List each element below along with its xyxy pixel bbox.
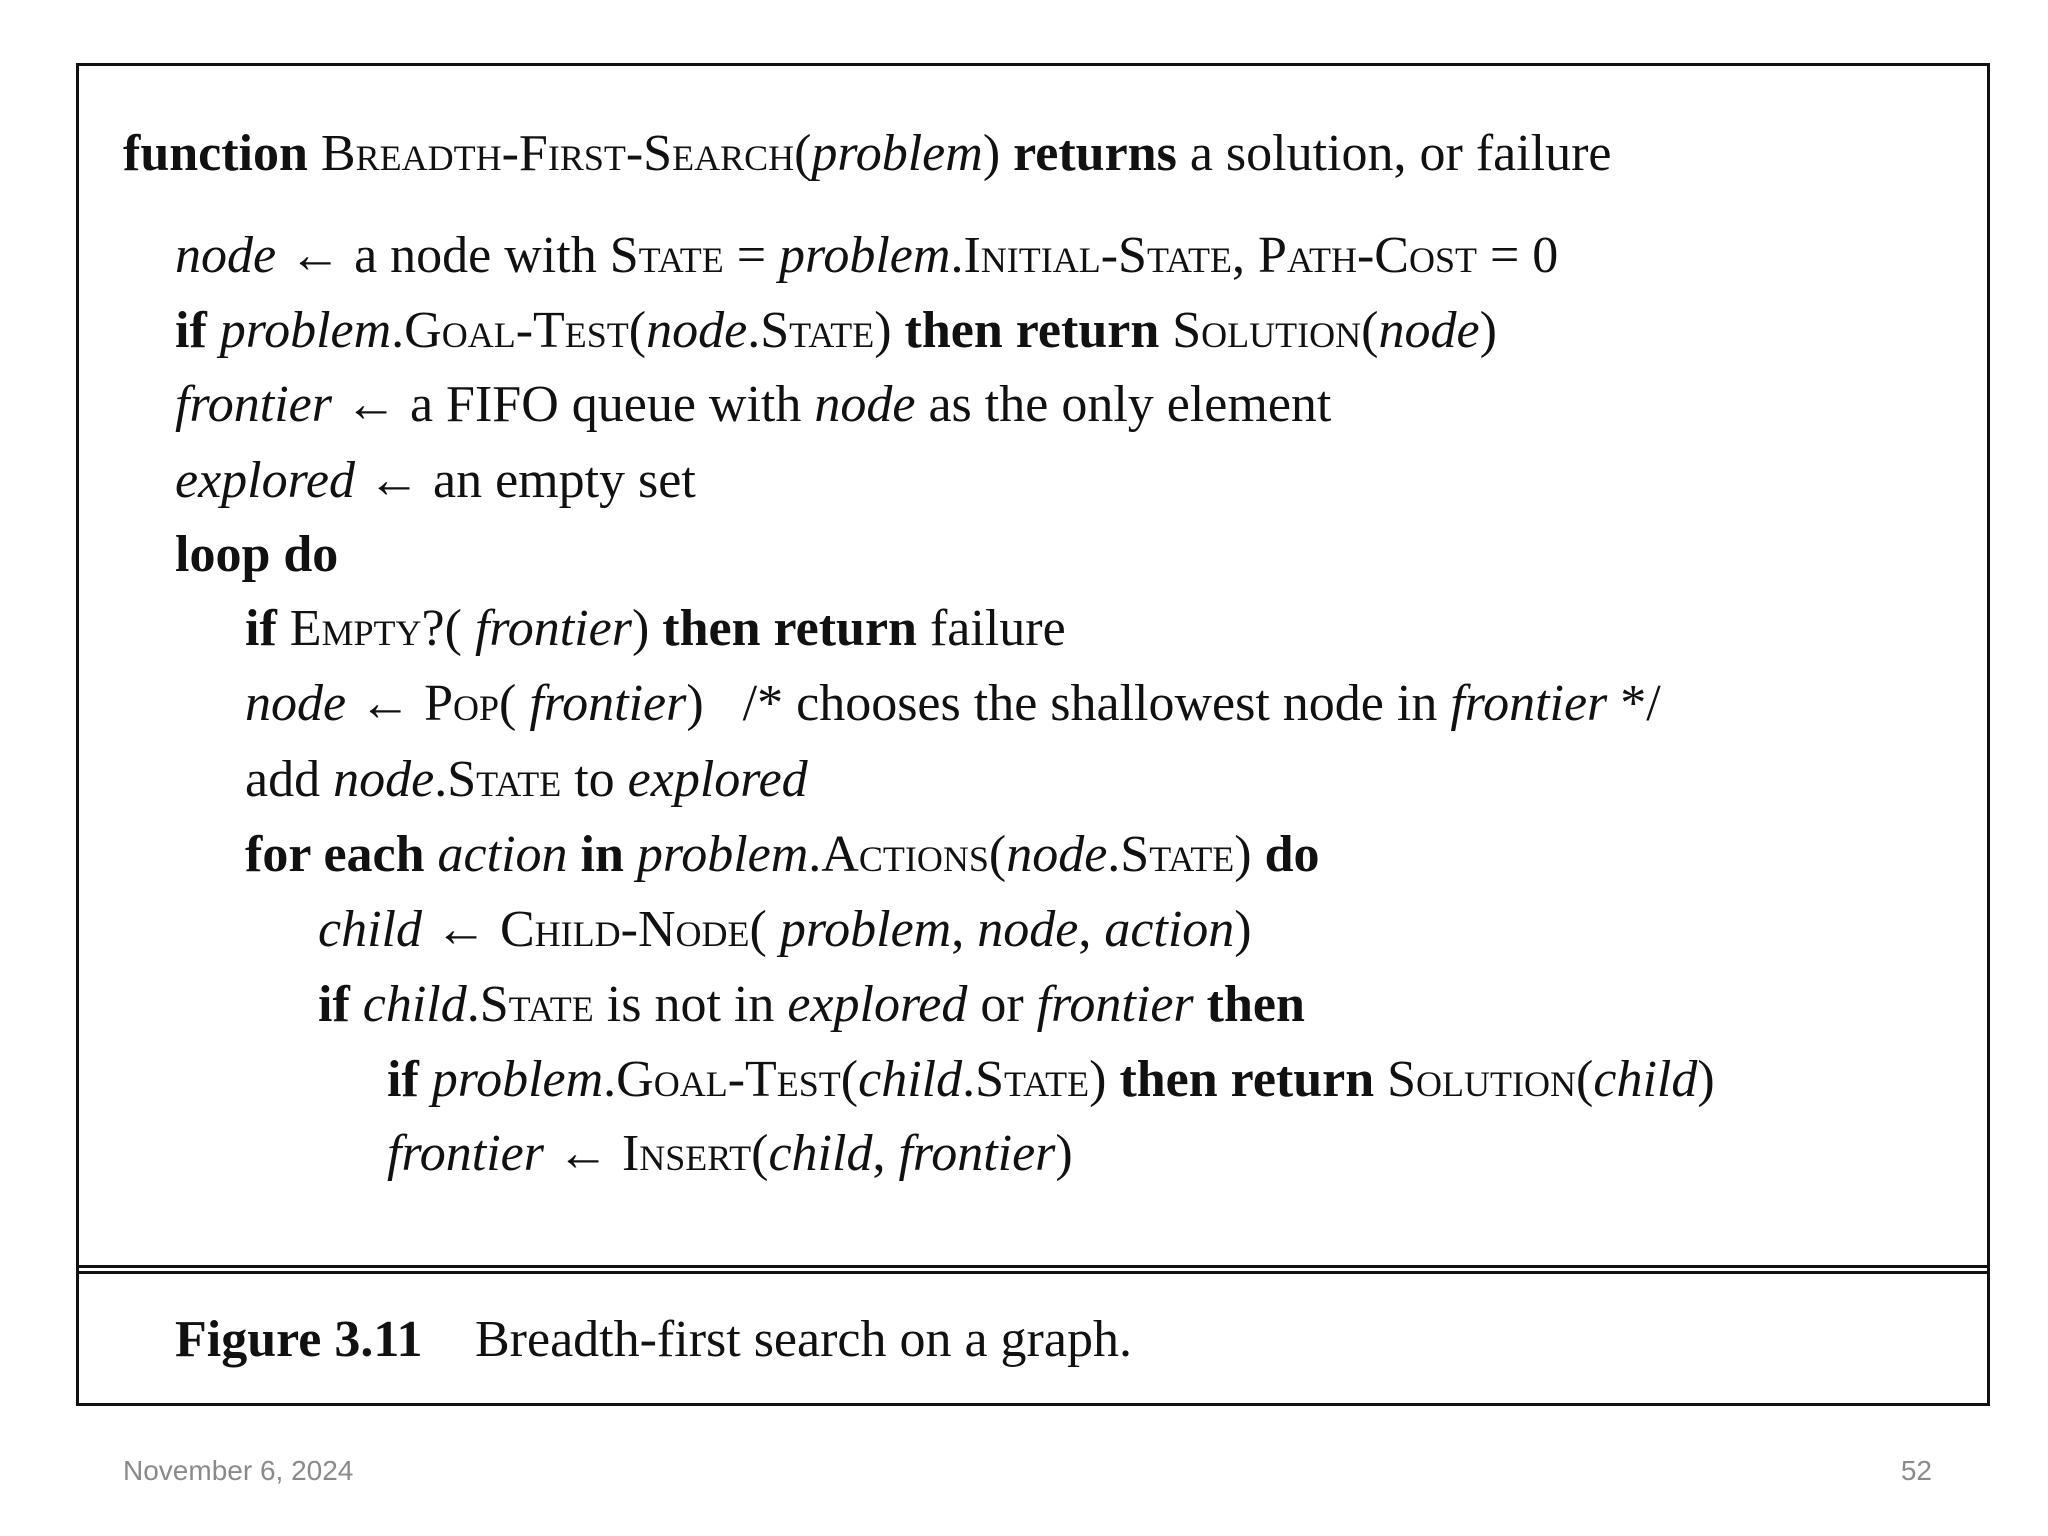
code-token: . (808, 826, 822, 883)
code-token: child (768, 1125, 873, 1182)
algorithm-line (175, 375, 1331, 435)
return-description: a solution, or failure (1189, 125, 1612, 182)
code-token: frontier (1450, 675, 1608, 732)
algorithm-line (175, 451, 696, 511)
code-token: then (1206, 976, 1305, 1033)
code-token: . (466, 976, 480, 1033)
code-token: if (387, 1051, 419, 1108)
code-token: node (1378, 302, 1480, 359)
keyword-returns: returns (1013, 125, 1177, 182)
function-param: problem (811, 125, 983, 182)
code-token: ) (1479, 302, 1497, 359)
code-token (1374, 1051, 1387, 1108)
code-token: problem (779, 901, 952, 958)
code-token: to (561, 751, 628, 808)
code-token: ( (444, 600, 475, 657)
code-token: = (723, 227, 780, 284)
code-token: node (1006, 826, 1108, 883)
code-token: Empty? (289, 600, 445, 657)
close-paren: ) (982, 125, 1001, 182)
code-token: node (646, 302, 748, 359)
code-token: node (175, 227, 277, 284)
code-token: Insert (621, 1125, 752, 1182)
code-token: Initial-State (963, 227, 1233, 284)
code-token: child (858, 1051, 963, 1108)
code-token: Actions (821, 826, 989, 883)
algorithm-line (387, 1124, 1073, 1184)
code-token: State (1120, 826, 1235, 883)
code-token (1159, 302, 1172, 359)
code-token: . (434, 751, 448, 808)
code-token: ← a FIFO queue with (331, 376, 815, 433)
code-token: ) (1234, 826, 1265, 883)
code-token: then return (662, 600, 917, 657)
algorithm-line (318, 975, 1305, 1035)
algorithm-line (245, 674, 1661, 734)
algorithm-line (245, 599, 1066, 659)
code-token: frontier (1036, 976, 1194, 1033)
code-token: node (333, 751, 435, 808)
algorithm-line (318, 900, 1252, 960)
code-token: problem (779, 227, 951, 284)
code-token: ( (840, 1051, 859, 1108)
code-token: ) (1089, 1051, 1120, 1108)
keyword-function: function (123, 125, 308, 182)
code-token: frontier (898, 1125, 1056, 1182)
code-token: . (391, 302, 405, 359)
figure-caption (175, 1310, 1132, 1370)
algorithm-line (175, 226, 1558, 286)
code-token: State (609, 227, 724, 284)
page-number: 52 (1900, 1455, 1932, 1486)
code-token: . (603, 1051, 617, 1108)
code-token: for each (245, 826, 425, 883)
code-token: frontier (474, 600, 632, 657)
code-token: , (872, 1125, 899, 1182)
code-token: Goal-Test (404, 302, 629, 359)
code-token: */ (1607, 675, 1661, 732)
algorithm-line (175, 525, 338, 585)
algorithm-line (175, 301, 1497, 361)
code-token: State (447, 751, 562, 808)
code-token: or (967, 976, 1037, 1033)
code-token: ( (1361, 302, 1379, 359)
code-token: if (245, 600, 277, 657)
code-token: . (1107, 826, 1121, 883)
code-token: , (1232, 227, 1259, 284)
code-token: ) (1234, 901, 1252, 958)
code-token: do (1264, 826, 1320, 883)
code-token: ) (631, 600, 663, 657)
code-token: , (951, 901, 978, 958)
algorithm-line (387, 1050, 1715, 1110)
code-token (568, 826, 581, 883)
code-token: State (975, 1051, 1090, 1108)
code-token (425, 826, 438, 883)
code-token: explored (175, 452, 355, 509)
code-token: failure (916, 600, 1066, 657)
code-token: is not in (593, 976, 788, 1033)
code-token (1194, 976, 1207, 1033)
code-token: action (437, 826, 568, 883)
code-token: ( (751, 1125, 769, 1182)
code-token: Solution (1387, 1051, 1577, 1108)
code-token: frontier (175, 376, 332, 433)
code-token: explored (627, 751, 808, 808)
code-token: loop do (175, 526, 339, 583)
code-token (350, 976, 363, 1033)
code-token: State (760, 302, 875, 359)
code-token: child (318, 901, 422, 958)
code-token: node (814, 376, 916, 433)
code-token: add (245, 751, 334, 808)
code-token: Solution (1172, 302, 1362, 359)
code-token (624, 826, 637, 883)
code-token: ) (874, 302, 905, 359)
code-token (277, 600, 290, 657)
code-token: ) /* chooses the shallowest node in (686, 675, 1451, 732)
code-token: . (950, 227, 964, 284)
code-token (419, 1051, 432, 1108)
algorithm-header (123, 124, 1612, 184)
code-token: ) (1055, 1125, 1073, 1182)
code-token: problem (431, 1051, 604, 1108)
code-token: if (318, 976, 350, 1033)
code-token (207, 302, 220, 359)
code-token: as the only element (915, 376, 1332, 433)
code-token: ( (499, 675, 530, 732)
code-token: , (1078, 901, 1105, 958)
code-token: problem (219, 302, 392, 359)
algorithm-line (245, 750, 808, 810)
code-token: frontier (387, 1125, 544, 1182)
code-token: node (245, 675, 347, 732)
code-token: ( (749, 901, 780, 958)
code-token: ) (1697, 1051, 1715, 1108)
algorithm-line (245, 825, 1320, 885)
caption-separator (76, 1265, 1990, 1274)
code-token: State (479, 976, 594, 1033)
code-token: explored (787, 976, 968, 1033)
code-token: then return (904, 302, 1160, 359)
code-token: Child-Node (499, 901, 750, 958)
code-token: ← (543, 1125, 622, 1182)
code-token: ← a node with (276, 227, 610, 284)
code-token: ( (988, 826, 1007, 883)
code-token: ( (628, 302, 647, 359)
footer-date: November 6, 2024 (123, 1455, 354, 1486)
code-token: Path-Cost (1258, 227, 1477, 284)
code-token: in (580, 826, 624, 883)
figure-label: Figure 3.11 (175, 1311, 423, 1368)
code-token: = 0 (1476, 227, 1559, 284)
code-token: child (1593, 1051, 1698, 1108)
code-token: ( (1576, 1051, 1594, 1108)
code-token: child (362, 976, 467, 1033)
code-token: Pop (424, 675, 500, 732)
code-token: ← (346, 675, 425, 732)
code-token: Goal-Test (616, 1051, 841, 1108)
code-token: if (175, 302, 207, 359)
code-token: . (747, 302, 761, 359)
code-token: node (977, 901, 1079, 958)
code-token: action (1104, 901, 1235, 958)
code-token: then return (1119, 1051, 1375, 1108)
code-token: ← an empty set (355, 452, 696, 509)
code-token: . (962, 1051, 976, 1108)
code-token: problem (636, 826, 809, 883)
function-name: Breadth-First-Search (320, 125, 795, 182)
figure-caption-text: Breadth-first search on a graph. (475, 1311, 1132, 1368)
code-token: frontier (529, 675, 687, 732)
open-paren: ( (794, 125, 812, 182)
code-token: ← (421, 901, 500, 958)
